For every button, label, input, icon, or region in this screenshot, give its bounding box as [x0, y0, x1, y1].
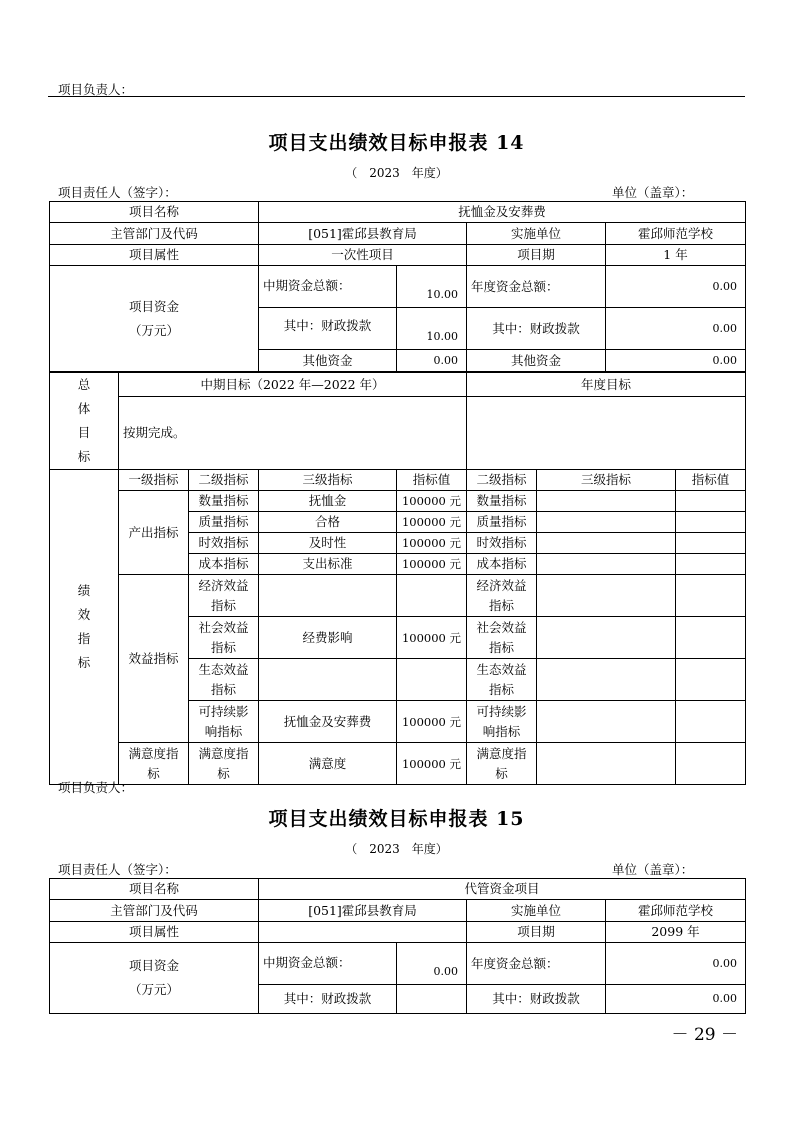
dept-value: [051]霍邱县教育局 — [259, 900, 467, 922]
perf-header-r2: 二级指标 — [467, 470, 537, 491]
mid-total-label: 中期资金总额： — [259, 943, 397, 985]
table-row-val: 100000 元 — [397, 743, 467, 785]
table-row-l3: 抚恤金及安葬费 — [259, 701, 397, 743]
project-lead-label: 项目负责人： — [58, 82, 134, 97]
table-row-rval — [676, 512, 746, 533]
table-row-l2: 社会效益指标 — [189, 617, 259, 659]
fin-mid-value: 10.00 — [397, 308, 467, 350]
table-row-l2: 生态效益指标 — [189, 659, 259, 701]
fund-label: 项目资金 — [128, 958, 179, 973]
table-row-rval — [676, 575, 746, 617]
table-row-val — [397, 575, 467, 617]
table-row-l2: 质量指标 — [189, 512, 259, 533]
table-row-r2: 成本指标 — [467, 554, 537, 575]
fin-year-value: 0.00 — [606, 985, 746, 1014]
fin-year-label: 其中：财政拨款 — [467, 308, 606, 350]
name-value: 代管资金项目 — [259, 879, 746, 900]
page-number: － 29 － — [671, 1025, 738, 1045]
table-row-l3: 抚恤金 — [259, 491, 397, 512]
cat-satisfaction: 满意度指标 — [119, 743, 189, 785]
table-row-val: 100000 元 — [397, 533, 467, 554]
other-label: 其他资金 — [259, 350, 397, 372]
fin-label: 其中：财政拨款 — [259, 985, 397, 1014]
table-row-l3: 及时性 — [259, 533, 397, 554]
table-row-rval — [676, 554, 746, 575]
table-row-r2: 社会效益指标 — [467, 617, 537, 659]
period-value: 1 年 — [606, 245, 746, 266]
attr-label: 项目属性 — [50, 922, 259, 943]
table-row-rval — [676, 617, 746, 659]
table-row-l3: 支出标准 — [259, 554, 397, 575]
table-row-l2: 满意度指标 — [189, 743, 259, 785]
name-label: 项目名称 — [50, 202, 259, 223]
table-row-r3 — [537, 617, 676, 659]
table-row-r3 — [537, 659, 676, 701]
table-row-r3 — [537, 554, 676, 575]
table-row-r2: 经济效益指标 — [467, 575, 537, 617]
attr-value: 一次性项目 — [259, 245, 467, 266]
dept-label: 主管部门及代码 — [50, 223, 259, 245]
table-row-val: 100000 元 — [397, 617, 467, 659]
table14-goals — [49, 372, 746, 785]
perf-side-label: 绩效指标 — [50, 470, 119, 785]
table-row-l3: 经费影响 — [259, 617, 397, 659]
table-row-l3 — [259, 575, 397, 617]
other-year-value: 0.00 — [606, 350, 746, 372]
perf-header-rval: 指标值 — [676, 470, 746, 491]
fund-unit: （万元） — [128, 982, 179, 997]
goal-side-label: 总体目标 — [50, 373, 119, 470]
perf-header-l3: 三级指标 — [259, 470, 397, 491]
cat-output: 产出指标 — [119, 491, 189, 575]
year-total-value: 0.00 — [606, 266, 746, 308]
goal-mid-text: 按期完成。 — [119, 397, 467, 470]
table14-info — [49, 201, 746, 372]
table-row-r3 — [537, 533, 676, 554]
table-row-val: 100000 元 — [397, 701, 467, 743]
table-row-r2: 可持续影响指标 — [467, 701, 537, 743]
goal-year-header: 年度目标 — [467, 373, 746, 397]
other-year-label: 其他资金 — [467, 350, 606, 372]
goal-mid-header: 中期目标（2022 年—2022 年） — [119, 373, 467, 397]
dept-value: [051]霍邱县教育局 — [259, 223, 467, 245]
table-row-rval — [676, 743, 746, 785]
table-row-r3 — [537, 575, 676, 617]
year-total-label: 年度资金总额： — [467, 943, 606, 985]
attr-label: 项目属性 — [50, 245, 259, 266]
year-total-label: 年度资金总额： — [467, 266, 606, 308]
table-row-rval — [676, 701, 746, 743]
table-row-val: 100000 元 — [397, 512, 467, 533]
table-row-r3 — [537, 701, 676, 743]
year-total-value: 0.00 — [606, 943, 746, 985]
table14-title: 项目支出绩效目标申报表 14 — [268, 132, 525, 154]
perf-header-val: 指标值 — [397, 470, 467, 491]
table-row-r2: 时效指标 — [467, 533, 537, 554]
table-row-l2: 可持续影响指标 — [189, 701, 259, 743]
table14-year: （ 2023 年度） — [345, 166, 448, 180]
dept-label: 主管部门及代码 — [50, 900, 259, 922]
fin-year-value: 0.00 — [606, 308, 746, 350]
impl-label: 实施单位 — [467, 900, 606, 922]
table15-info — [49, 878, 746, 1014]
perf-header-l2: 二级指标 — [189, 470, 259, 491]
table-row-r2: 满意度指标 — [467, 743, 537, 785]
table-row-rval — [676, 659, 746, 701]
perf-header-l1: 一级指标 — [119, 470, 189, 491]
table14-unit-seal: 单位（盖章）： — [612, 185, 694, 200]
goal-year-text — [467, 397, 746, 470]
fund-label-cell — [50, 943, 259, 1014]
table-row-r3 — [537, 512, 676, 533]
cat-benefit: 效益指标 — [119, 575, 189, 743]
attr-value — [259, 922, 467, 943]
period-label: 项目期 — [467, 922, 606, 943]
impl-value: 霍邱师范学校 — [606, 223, 746, 245]
mid-total-value: 10.00 — [397, 266, 467, 308]
perf-header-r3: 三级指标 — [537, 470, 676, 491]
period-value: 2099 年 — [606, 922, 746, 943]
table15-unit-seal: 单位（盖章）： — [612, 862, 694, 877]
table-row-val: 100000 元 — [397, 491, 467, 512]
table-row-l2: 时效指标 — [189, 533, 259, 554]
mid-total-value: 0.00 — [397, 943, 467, 985]
table-row-l3 — [259, 659, 397, 701]
table-row-val — [397, 659, 467, 701]
name-label: 项目名称 — [50, 879, 259, 900]
fin-year-label: 其中：财政拨款 — [467, 985, 606, 1014]
table-row-r3 — [537, 743, 676, 785]
impl-label: 实施单位 — [467, 223, 606, 245]
table-row-r2: 数量指标 — [467, 491, 537, 512]
mid-total-label: 中期资金总额： — [259, 266, 397, 308]
table-row-r2: 生态效益指标 — [467, 659, 537, 701]
fund-unit: （万元） — [128, 322, 179, 338]
table-row-l2: 成本指标 — [189, 554, 259, 575]
table-row-l2: 数量指标 — [189, 491, 259, 512]
fin-mid-value — [397, 985, 467, 1014]
fin-label: 其中：财政拨款 — [259, 308, 397, 350]
table15-year: （ 2023 年度） — [345, 842, 448, 856]
table-row-l3: 满意度 — [259, 743, 397, 785]
table-row-l2: 经济效益指标 — [189, 575, 259, 617]
name-value: 抚恤金及安葬费 — [259, 202, 746, 223]
impl-value: 霍邱师范学校 — [606, 900, 746, 922]
project-lead-label-2: 项目负责人： — [58, 780, 134, 795]
table15-signer: 项目责任人（签字）： — [58, 862, 177, 877]
table-row-l3: 合格 — [259, 512, 397, 533]
fund-label: 项目资金 — [128, 298, 179, 314]
table-row-r3 — [537, 491, 676, 512]
table14-signer: 项目责任人（签字）： — [58, 185, 177, 200]
table15-title: 项目支出绩效目标申报表 15 — [268, 808, 525, 830]
period-label: 项目期 — [467, 245, 606, 266]
table-row-r2: 质量指标 — [467, 512, 537, 533]
table-row-val: 100000 元 — [397, 554, 467, 575]
header-rule — [48, 96, 745, 97]
table-row-rval — [676, 533, 746, 554]
other-mid-value: 0.00 — [397, 350, 467, 372]
fund-label-cell — [50, 266, 259, 372]
table-row-rval — [676, 491, 746, 512]
